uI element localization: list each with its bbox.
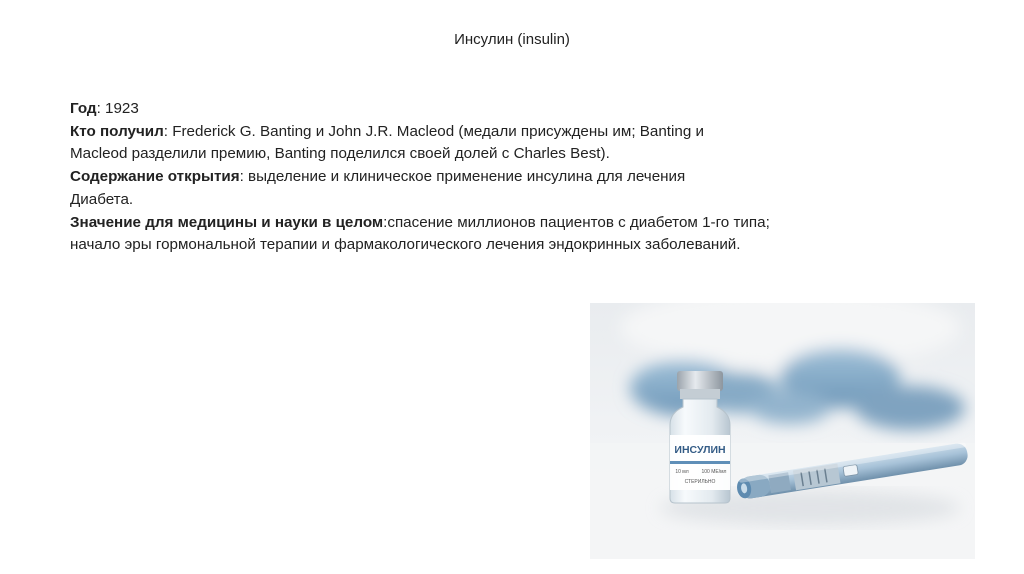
recipient-line	[70, 121, 900, 144]
significance-line	[70, 212, 900, 235]
significance-line-2	[70, 234, 900, 257]
content-value-line2: Диабета.	[70, 190, 134, 208]
slide-body	[70, 98, 900, 257]
recipient-label: Кто получил	[70, 122, 164, 140]
content-label: Содержание открытия	[70, 168, 240, 186]
vial-label-title: ИНСУЛИН	[674, 444, 726, 456]
significance-value-line2: начало эры гормональной терапии и фармакологического лечения эндокринных заболеваний.	[70, 236, 741, 254]
year-line	[70, 98, 900, 121]
insulin-photo	[590, 303, 975, 559]
year-value: : 1923	[96, 100, 139, 117]
vial-cap	[677, 371, 723, 391]
recipient-value-line2: Macleod разделили премию, Banting поделился своей долей с Charles Best).	[70, 145, 610, 163]
year-label: Год	[70, 100, 97, 117]
slide-title: Инсулин (insulin)	[454, 31, 570, 48]
vial-label-volume: 10 мл	[675, 469, 689, 475]
significance-value-line1: :спасение миллионов пациентов с диабетом 1-го типа;	[383, 213, 770, 231]
vial-label-sterile: СТЕРИЛЬНО	[684, 479, 716, 485]
content-value-line1: : выделение и клиническое применение инсулина для лечения	[239, 168, 686, 186]
significance-label: Значение для медицины и науки в целом	[70, 213, 384, 231]
recipient-value-line1: : Frederick G. Banting и John J.R. Macleod (медали присуждены им; Banting и	[163, 122, 704, 140]
recipient-line-2	[70, 143, 900, 166]
vial-label-units: 100 МЕ/мл	[701, 469, 727, 475]
content-line-2	[70, 189, 900, 212]
insulin-vial	[670, 371, 730, 503]
content-line	[70, 166, 900, 189]
